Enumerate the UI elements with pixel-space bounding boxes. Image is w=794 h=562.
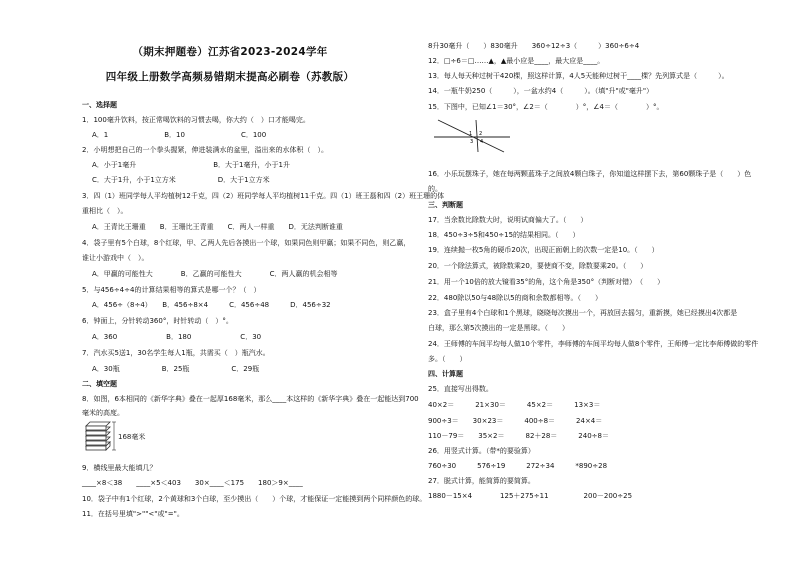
question-line: 8．如图，6本相同的《新华字典》叠在一起厚168毫米，那么____本这样的《新华字典》叠在一起能达到700: [82, 395, 419, 403]
question-line: 13．每人每天种过树干420棵，照这样计算，4人5天能种过树干____棵？先列算式是（ ）。: [428, 72, 729, 80]
question-line: 17．当余数比除数大时，说明试商偏大了。（ ）: [428, 216, 588, 224]
question-line: 21．用一个10倍的放大镜看35°的角，这个角是350°（判断对错） （ ）: [428, 278, 665, 286]
question-line: 24．王师傅的车间平均每人做10个零件，李师傅的车间平均每人做8个零件，王师傅一定比李师傅做的零件: [428, 340, 759, 348]
question-line: 15．下图中，已知∠1＝30°，∠2＝（ ）°，∠4＝（ ）°。: [428, 103, 664, 111]
dictionary-stack-figure: [84, 420, 156, 452]
options-line: A．1 B．10 C．100: [92, 131, 267, 139]
question-line: 14．一瓶牛奶250（ ），一盆水约4（ ）。（填"升"或"毫升"）: [428, 87, 654, 95]
calc-line: 1880－15×4 125＋275÷11 200－200÷25: [428, 492, 633, 500]
question-line: 3．四（1）班同学每人平均植树12千克，四（2）班同学每人平均植树11千克。四（1）班王磊和四（2）班王珊的体: [82, 192, 445, 200]
question-line: 19．连续抛一枚5角的硬币20次，出现正面朝上的次数一定是10。（ ）: [428, 246, 659, 254]
title-line-1: （期末押题卷）江苏省2023-2024学年: [132, 46, 328, 58]
question-line: 6．钟面上，分针转动360°，时针转动（ ）°。: [82, 317, 233, 325]
right-column: [402, 0, 794, 562]
section-heading: 四、计算题: [428, 370, 463, 378]
question-line: 16．小乐玩摆珠子，她在每两颗蓝珠子之间放4颗白珠子，你知道这样摆下去，第60颗珠子是（ ）色: [428, 170, 752, 178]
question-line: 27．脱式计算，能简算的要简算。: [428, 477, 535, 485]
figure-label: 168毫米: [118, 433, 146, 441]
question-line: 26．用竖式计算。（带*的要验算）: [428, 447, 535, 455]
question-line: 25．直接写出得数。: [428, 385, 493, 393]
question-line: 23．盒子里有4个白球和1个黑球，晓晓每次摸出一个，再放回去摇匀，重新摸，她已经摸出4次都是: [428, 309, 738, 317]
question-line: 1．100毫升饮料，按正常喝饮料的习惯去喝，你大约（ ）口才能喝完。: [82, 116, 310, 124]
options-line: C．大于1升，小于1立方米 D．大于1立方米: [92, 176, 270, 184]
question-line: 10．袋子中有1个红球，2个黄球和3个白球，至少摸出（ ）个球，才能保证一定能摸到两个同样颜色的球。: [82, 495, 427, 503]
book-stack-icon: [84, 420, 156, 452]
question-line: 18．450÷3÷5和450÷15的结果相同。（ ）: [428, 231, 580, 239]
question-line: 2．小明想把自己的一个拳头握紧，伸进装满水的盆里，溢出来的水体积（ ）。: [82, 146, 328, 154]
options-line: A．456÷（8÷4） B．456÷8×4 C．456÷48 D．456÷32: [92, 301, 331, 309]
title-block: [80, 40, 380, 90]
question-line: 8升30毫升（ ）830毫升 360÷12÷3（ ）360÷6÷4: [428, 42, 640, 50]
question-line: 白球，那么第5次摸出的一定是黑球。（ ）: [428, 324, 569, 332]
angle-label: 4: [480, 139, 484, 145]
calc-line: 760÷30 576÷19 272÷34 *890÷28: [428, 462, 608, 470]
calc-line: 40×2＝ 21×30＝ 45×2＝ 13×3＝: [428, 401, 601, 409]
section-heading: 一、选择题: [82, 101, 117, 109]
question-line: 的。: [428, 185, 442, 193]
question-line: 12．□÷6＝□……▲，▲最小应是____，最大应是____。: [428, 57, 605, 65]
calc-line: 900÷3＝ 30×23＝ 400÷8＝ 24×4＝: [428, 417, 603, 425]
section-heading: 二、填空题: [82, 380, 117, 388]
section-heading: 三、判断题: [428, 201, 463, 209]
options-line: A．360 B．180 C．30: [92, 333, 262, 341]
question-line: 毫米的高度。: [82, 409, 124, 417]
question-line: 谁让小游戏中（ ）。: [82, 254, 149, 262]
angle-label: 1: [469, 131, 473, 137]
options-line: A．小于1毫升 B．大于1毫升，小于1升: [92, 161, 290, 169]
options-line: A．王青比王珊重 B．王珊比王青重 C．两人一样重 D．无法判断谁重: [92, 223, 343, 231]
title-line-2: 四年级上册数学高频易错期末提高必刷卷（苏教版）: [105, 71, 355, 83]
question-line: 5．与456÷4÷4的计算结果相等的算式是哪一个？（ ）: [82, 286, 261, 294]
angle-label: 3: [470, 139, 474, 145]
intersecting-lines-icon: [432, 116, 512, 156]
options-line: A．30瓶 B．25瓶 C．29瓶: [92, 365, 260, 373]
question-line: ____×8＜38 ____×5＜403 30×____＜175 180＞9×____: [82, 479, 303, 487]
question-line: 9．横线里最大能填几？: [82, 464, 157, 472]
question-line: 4．袋子里有5个白球，8个红球，甲、乙两人先后各摸出一个球，如果同色则甲赢；如果不同色，则乙赢，: [82, 239, 411, 247]
question-line: 20．一个除法算式，被除数乘20，要使商不变，除数要乘20。（ ）: [428, 262, 648, 270]
question-line: 多。（ ）: [428, 355, 467, 363]
question-line: 22．480除以50与48除以5的商和余数都相等。（ ）: [428, 294, 603, 302]
angle-figure: [432, 116, 512, 156]
options-line: A．甲赢的可能性大 B．乙赢的可能性大 C．两人赢的机会相等: [92, 270, 338, 278]
question-line: 11．在括号里填">""<"或"="。: [82, 510, 184, 518]
angle-label: 2: [479, 131, 483, 137]
question-line: 重相比（ ）。: [82, 207, 128, 215]
calc-line: 110－79＝ 35×2＝ 82＋28＝ 240÷8＝: [428, 432, 609, 440]
question-line: 7．汽水买5送1，30名学生每人1瓶，共需买（ ）瓶汽水。: [82, 349, 270, 357]
